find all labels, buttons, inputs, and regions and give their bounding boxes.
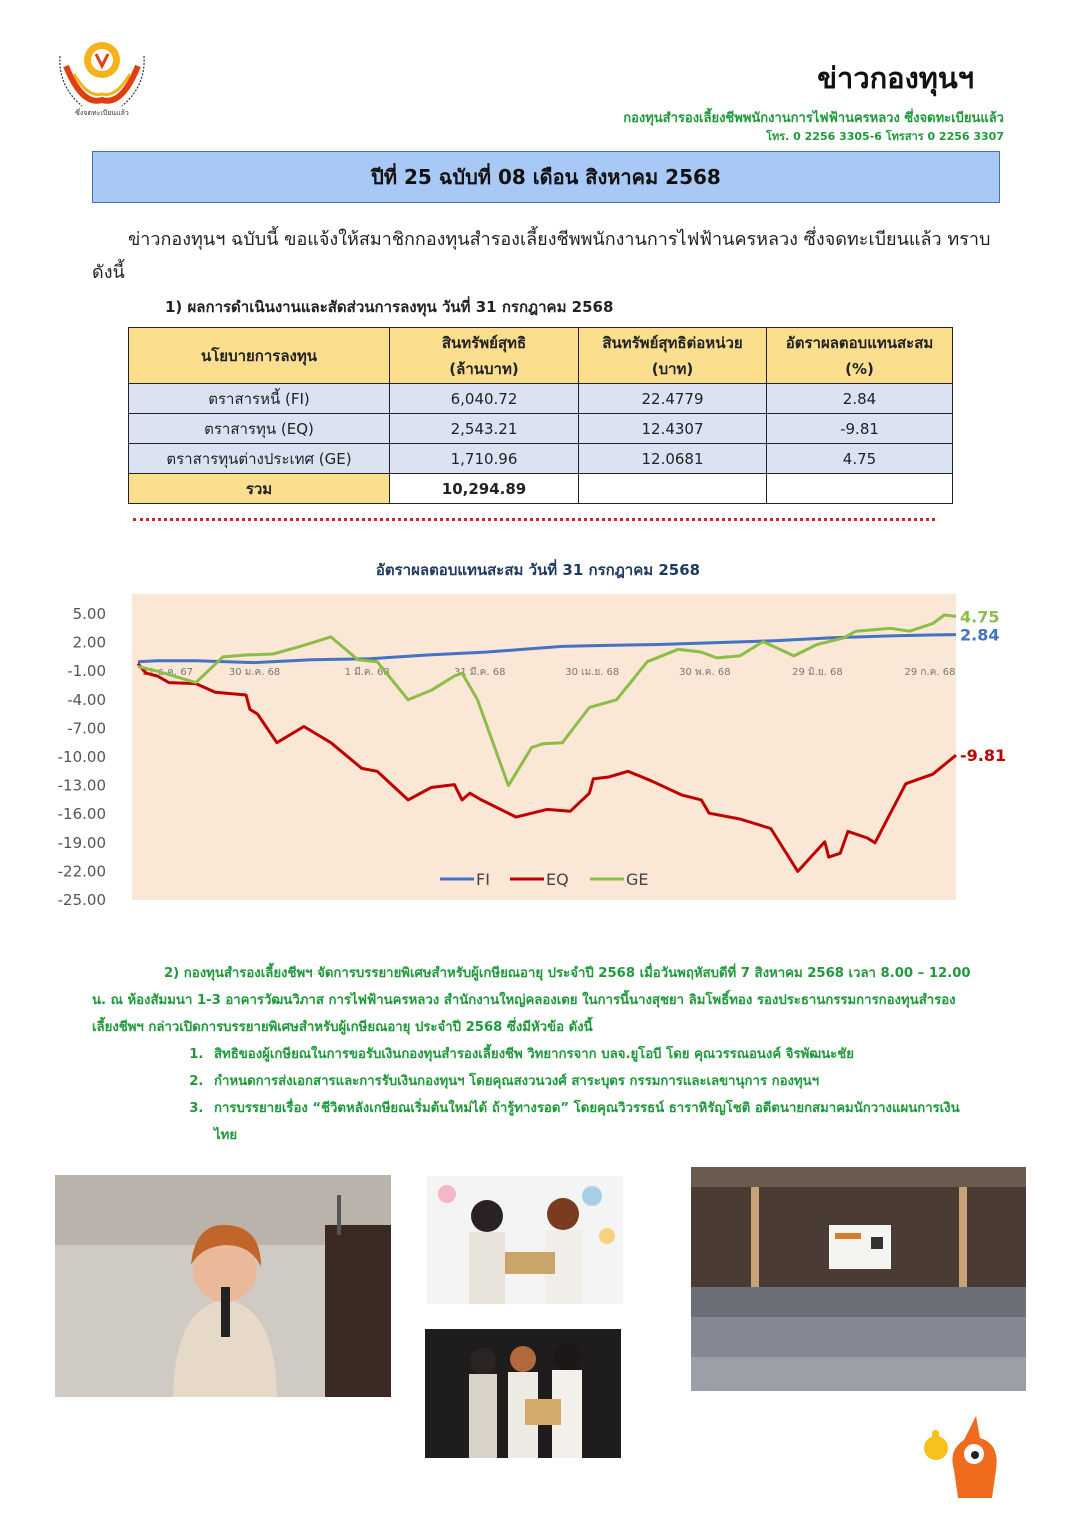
column-header-line1: นโยบายการลงทุน [200,346,318,365]
policy-cell: ตราสารทุน (EQ) [129,414,390,444]
series-end-label: -9.81 [960,746,1007,766]
y-tick-label: 2.00 [72,633,106,652]
table-row [129,444,953,474]
y-tick-label: -4.00 [67,690,106,709]
photo-gift-presentation-icon [427,1176,623,1304]
section2 [92,960,972,1149]
y-tick-label: -25.00 [57,891,106,909]
table-header-row [129,328,953,384]
column-header [579,328,767,384]
newsletter-title: ข่าวกองทุนฯ [817,61,974,95]
list-item: 2. กำหนดการส่งเอกสารและการรับเงินกองทุนฯ โดยคุณสงวนวงศ์ สาระบุตร กรรมการและเลขานุการ กองทุนฯ [208,1068,972,1095]
column-header [129,328,390,384]
speaker-photo [55,1175,391,1397]
y-tick-label: -10.00 [57,748,106,766]
photo-gift-presentation-group-icon [425,1329,621,1458]
total-nav-cell: 10,294.89 [390,474,579,504]
return-cell: -9.81 [767,414,953,444]
empty-cell [579,474,767,504]
gift-photo-1 [427,1176,623,1304]
return-cell: 4.75 [767,444,953,474]
column-header-line2: (%) [845,359,874,378]
logo-caption: ซึ่งจดทะเบียนแล้ว [75,109,129,117]
table-row [129,414,953,444]
chart-title: อัตราผลตอบแทนสะสม วันที่ 31 กรกฎาคม 2568 [375,561,701,579]
policy-cell: ตราสารทุนต่างประเทศ (GE) [129,444,390,474]
x-tick-label: 31 มี.ค. 68 [453,667,506,679]
y-tick-label: -22.00 [57,862,106,881]
fund-name: กองทุนสำรองเลี้ยงชีพพนักงานการไฟฟ้านครหลวง ซึ่งจดทะเบียนแล้ว [623,111,1004,126]
x-tick-label: 29 ก.ค. 68 [904,667,956,679]
mascot [918,1410,1018,1502]
x-tick-label: 30 ม.ค. 68 [228,667,281,679]
y-tick-label: -16.00 [57,805,106,824]
section1-heading: 1) ผลการดำเนินงานและสัดส่วนการลงทุน วันที่ 31 กรกฎาคม 2568 [165,298,614,316]
y-tick-label: 5.00 [72,605,106,623]
table-row [129,384,953,414]
nav-per-unit-cell: 12.4307 [579,414,767,444]
column-header-line2: (บาท) [651,359,694,378]
y-tick-label: -19.00 [57,833,106,852]
series-end-label: 2.84 [960,625,1000,645]
photo-speaker-with-microphone-icon [55,1175,391,1397]
legend-label: FI [476,870,490,889]
x-tick-label: 30 เม.ย. 68 [565,667,620,679]
list-item: 3. การบรรยายเรื่อง “ชีวิตหลังเกษียณเริ่มต้นใหม่ได้ ถ้ารู้ทางรอด” โดยคุณวิวรรธน์ ธาราหิรัญโชติ อดีตนายกสมาคมนักวางแผนการเงินไทย [208,1095,972,1149]
performance-table [128,327,953,504]
nav-cell: 2,543.21 [390,414,579,444]
fund-logo [52,36,152,124]
x-tick-label: 1 มี.ค. 68 [344,667,390,679]
column-header-line1: สินทรัพย์สุทธิ [441,333,527,352]
series-end-label: 4.75 [960,607,1000,627]
legend-label: GE [626,870,649,889]
contact-line: โทร. 0 2256 3305-6 โทรสาร 0 2256 3307 [766,130,1004,143]
policy-cell: ตราสารหนี้ (FI) [129,384,390,414]
photo-seminar-audience-icon [691,1167,1026,1391]
column-header-line1: อัตราผลตอบแทนสะสม [785,333,934,352]
returns-line-chart [50,588,1020,918]
x-tick-label: 31 ธ.ค. 67 [142,667,193,679]
column-header-line1: สินทรัพย์สุทธิต่อหน่วย [602,333,743,352]
total-label-cell: รวม [129,474,390,504]
nav-cell: 6,040.72 [390,384,579,414]
intro-paragraph: ข่าวกองทุนฯ ฉบับนี้ ขอแจ้งให้สมาชิกกองทุนสำรองเลี้ยงชีพพนักงานการไฟฟ้านครหลวง ซึ่งจดทะเบียนแล้ว ทราบดังนี้ [92,229,991,283]
table-total-row [129,474,953,504]
mascot-thumbs-up-icon [918,1410,1018,1502]
nav-per-unit-cell: 22.4779 [579,384,767,414]
column-header [767,328,953,384]
x-tick-label: 29 มิ.ย. 68 [792,667,843,679]
y-tick-label: -7.00 [67,719,106,738]
legend-label: EQ [546,870,569,889]
y-tick-label: -1.00 [67,662,106,681]
gift-photo-2 [425,1329,621,1458]
nav-per-unit-cell: 12.0681 [579,444,767,474]
return-cell: 2.84 [767,384,953,414]
dotted-divider [133,518,935,521]
issue-banner: ปีที่ 25 ฉบับที่ 08 เดือน สิงหาคม 2568 [92,151,1000,203]
section2-paragraph: 2) กองทุนสำรองเลี้ยงชีพฯ จัดการบรรยายพิเศษสำหรับผู้เกษียณอายุ ประจำปี 2568 เมื่อวันพฤหัสบดีที่ 7 สิงหาคม 2568 เวลา 8.00 – 12.00 น. ณ ห้องสัมมนา 1-3 อาคารวัฒนวิภาส การไฟฟ้านครหลวง สำนักงานใหญ่คลองเตย ในการนี้นางสุชยา ลิมโพธิ์ทอง รองประธานกรรมการกองทุนสำรองเลี้ยงชีพฯ กล่าวเปิดการบรรยายพิเศษสำหรับผู้เกษียณอายุ ประจำปี 2568 ซึ่งมีหัวข้อ ดังนี้ [92,966,971,1035]
seminar-room-photo [691,1167,1026,1391]
nav-cell: 1,710.96 [390,444,579,474]
column-header-line2: (ล้านบาท) [449,359,519,378]
y-tick-label: -13.00 [57,776,106,795]
list-item: 1. สิทธิของผู้เกษียณในการขอรับเงินกองทุนสำรองเลี้ยงชีพ วิทยากรจาก บลจ.ยูโอบี โดย คุณวรรณอนงค์ จิรพัฒนะชัย [208,1041,972,1068]
column-header [390,328,579,384]
topic-list [92,1041,972,1149]
empty-cell [767,474,953,504]
x-tick-label: 30 พ.ค. 68 [679,667,731,679]
